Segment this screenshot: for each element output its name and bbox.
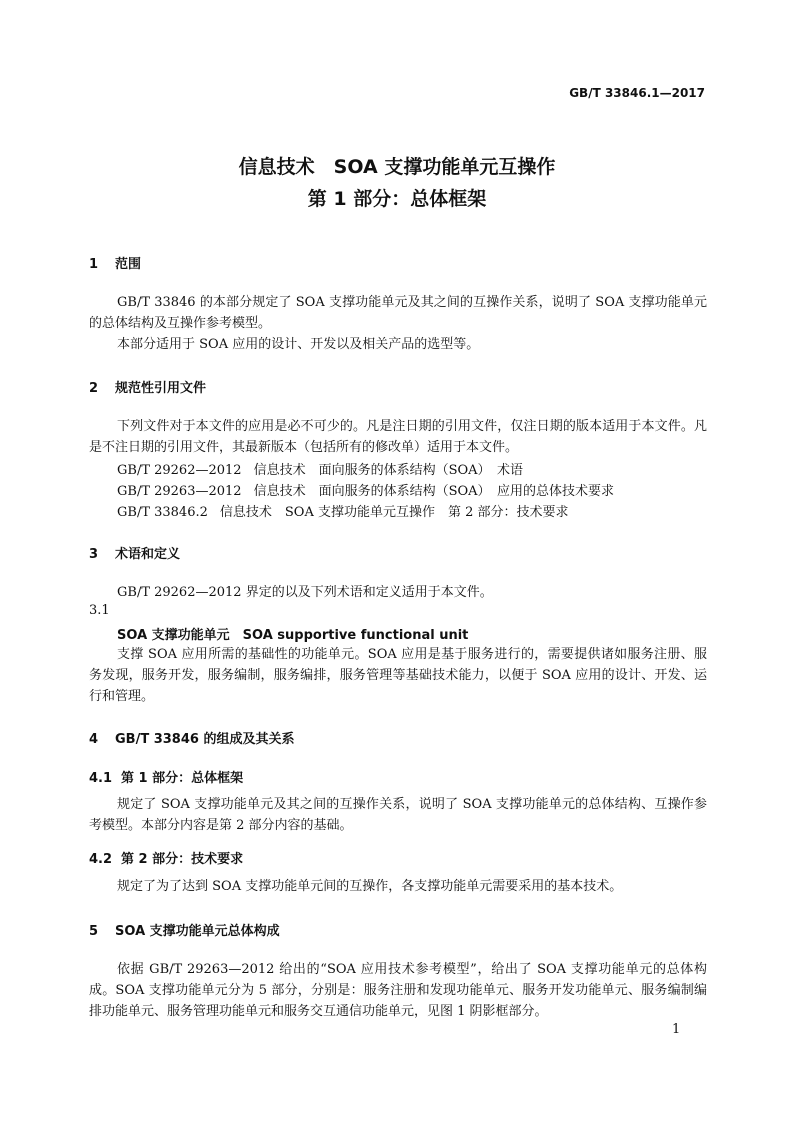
section-title: 规范性引用文件 <box>115 381 207 396</box>
subsection-heading-4-1 <box>89 767 243 786</box>
section-title: 术语和定义 <box>115 547 181 562</box>
paragraph: 下列文件对于本文件的应用是必不可少的。凡是注日期的引用文件，仅注日期的版本适用于本文件。凡是不注日期的引用文件，其最新版本（包括所有的修改单）适用于本文件。 <box>89 419 707 455</box>
section-number: 5 <box>89 924 99 939</box>
subsection-title: 第 2 部分：技术要求 <box>121 852 244 867</box>
section-title: SOA 支撑功能单元总体构成 <box>115 924 280 939</box>
section-number: 1 <box>89 257 99 272</box>
paragraph: 依据 GB/T 29263—2012 给出的“SOA 应用技术参考模型”，给出了 SOA 支撑功能单元的总体构成。SOA 支撑功能单元分为 5 部分，分别是：服务注册和发现功能单元、服务开发功能单元、服务编制编排功能单元、服务管理功能单元和服务交互通信功能单元，见图 1 阴影框部分。 <box>89 962 707 1019</box>
section-number: 3 <box>89 547 99 562</box>
reference-item <box>117 501 569 520</box>
paragraph: GB/T 29262—2012 界定的以及下列术语和定义适用于本文件。 <box>117 585 493 600</box>
section-heading-5 <box>89 920 280 939</box>
paragraph: GB/T 33846 的本部分规定了 SOA 支撑功能单元及其之间的互操作关系，说明了 SOA 支撑功能单元的总体结构及互操作参考模型。 <box>89 295 707 331</box>
section-title: 范围 <box>115 257 142 272</box>
reference-title: 信息技术 SOA 支撑功能单元互操作 第 2 部分：技术要求 <box>219 505 569 520</box>
reference-code: GB/T 29262—2012 <box>117 463 242 478</box>
reference-item <box>117 480 614 499</box>
section-number: 2 <box>89 381 99 396</box>
subsection-number: 4.2 <box>89 852 113 867</box>
reference-title: 信息技术 面向服务的体系结构（SOA） 术语 <box>253 463 524 478</box>
subsection-title: 第 1 部分：总体框架 <box>121 771 244 786</box>
section-title: GB/T 33846 的组成及其关系 <box>115 732 295 747</box>
page-number: 1 <box>672 1022 681 1037</box>
section-heading-4 <box>89 728 294 747</box>
reference-title: 信息技术 面向服务的体系结构（SOA） 应用的总体技术要求 <box>253 484 615 499</box>
section-heading-1 <box>89 253 141 272</box>
standard-code: GB/T 33846.1—2017 <box>569 86 705 100</box>
reference-code: GB/T 29263—2012 <box>117 484 242 499</box>
term-name: SOA 支撑功能单元 SOA supportive functional unit <box>117 628 469 643</box>
subsection-number: 4.1 <box>89 771 113 786</box>
term-number: 3.1 <box>89 603 110 618</box>
paragraph: 本部分适用于 SOA 应用的设计、开发以及相关产品的选型等。 <box>117 337 480 352</box>
document-title-line2: 第 1 部分：总体框架 <box>307 188 487 210</box>
paragraph: 规定了为了达到 SOA 支撑功能单元间的互操作，各支撑功能单元需要采用的基本技术。 <box>117 879 623 894</box>
paragraph: 规定了 SOA 支撑功能单元及其之间的互操作关系，说明了 SOA 支撑功能单元的总体结构、互操作参考模型。本部分内容是第 2 部分内容的基础。 <box>89 797 707 833</box>
reference-code: GB/T 33846.2 <box>117 505 208 520</box>
section-heading-3 <box>89 543 180 562</box>
term-definition: 支撑 SOA 应用所需的基础性的功能单元。SOA 应用是基于服务进行的，需要提供诸如服务注册、服务发现，服务开发，服务编制，服务编排，服务管理等基础技术能力，以便于 SOA 应用的设计、开发、运行和管理。 <box>89 647 707 704</box>
reference-item <box>117 459 523 478</box>
document-title-line1: 信息技术 SOA 支撑功能单元互操作 <box>238 156 556 178</box>
section-heading-2 <box>89 377 206 396</box>
subsection-heading-4-2 <box>89 848 243 867</box>
section-number: 4 <box>89 732 99 747</box>
